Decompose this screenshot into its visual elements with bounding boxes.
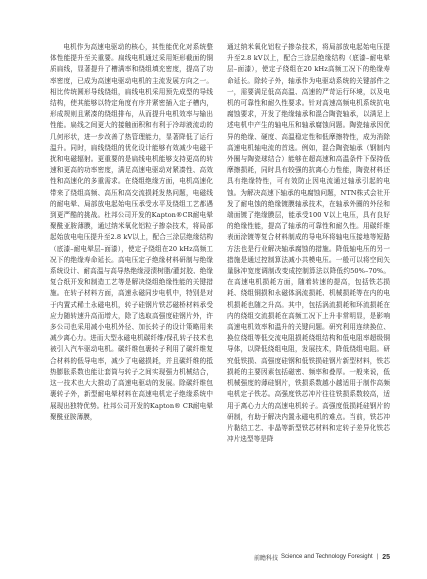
- footer-separator: |: [376, 554, 379, 560]
- body-columns: [50, 42, 390, 445]
- left-column: [50, 42, 213, 445]
- journal-name-cn: 前瞻科技: [254, 555, 279, 562]
- page-footer: [50, 551, 390, 563]
- body-paragraph: 电机作为高速电驱动的核心，其性能优化对系统整体性能提升至关重要。扁线电机通过采用矩形截面的铜质扁线，显著提升了槽满率和绕组填充密度，提高了功率密度，已成为高速电驱动电机的主流发展方向之一。相比传统圆形导线绕组，扁线电机采用预先成型的导线结构，使其能够以特定角度有序并紧密插入定子槽内，形成规则且紧凑的绕组排布，从而提升电机效率与输出性能。扁线之间更大的接触面积和有利于冷却液流动的几何形状，进一步改善了热管理能力，显著降低了运行温升。同时，扁线绕组的优化设计能够有效减少电磁干扰和电磁辐射。更重要的是扁线电机能够支持更高的转速和更高的功率密度，满足高速电驱动对紧凑性、高效性和高速化的多重需求。在绕组绝缘方面，电机高速化带来了绕组高频、高压和高交流损耗发热问题，电磁线的耐电晕、局部放电起始电压承受水平及绕组工艺都遇到更严酷的挑战。杜邦公司开发的Kapton®CR耐电晕聚酰亚胺薄膜，通过纳米氧化铝粒子掺杂技术，将局部起始放电电压提升至2.8 kV以上，配合三涂层绝缘结构（底漆–耐电晕层–面漆），使定子绕组在20 kHz高频工况下的绝缘寿命延长。高电压定子绝缘材料研制与绝缘系统设计、耐高温与高导热绝缘浸渍树脂/灌封胶、绝缘复合纸开发和制造工艺等是解决绕组绝缘性能的关键措施。在转子材料方面，高速永磁同步电机中，特别是对于内置式稀土永磁电机，转子硅钢片铁芯磁桥材料承受应力随转速升高而增大，除了选取高强度硅钢片外，许多公司也采用减小电机外径、加长转子的设计策略用来减少离心力。进而大型永磁电机碳纤维/保孔转子技术也被引入汽车驱动电机。碳纤维包裹转子利用了碳纤维复合材料的低导电率，减少了电磁损耗，并且碳纤维的抵热膨胀系数也能让套筒与转子之间实现强力机械结合，这一技术也大大推动了高速电驱动的发展。除碳纤维包裹转子外，新型耐电晕材料在高速电机定子绝缘系统中展现出独特优势。杜邦公司开发的Kapton® CR耐电晕聚酰亚胺薄膜，: [50, 43, 213, 421]
- body-paragraph: 通过纳米氧化铝粒子掺杂技术，将局部放电起始电压提升至2.8 kV以上，配合三涂层绝缘结构（底漆–耐电晕层–面漆），使定子绕组在20 kHz高频工况下的绝缘寿命延长。除转子外，轴承作为电驱动系统的关键部件之一，需要满足低高高温、高速的严苛运行环境，以及电机的可靠性和耐久性要求。针对高速高频电机系统抗电腐蚀要求，开发了绝缘轴承和混合陶瓷轴承，以满足上述电机中产生的轴电压和轴承腐蚀问题。陶瓷轴承因优异的绝缘、硬度、高温稳定性和低摩擦特性，成为消除高速电机轴电流的首选。例如，混合陶瓷轴承（钢制内外圈与陶瓷球结合）能够在超高速和高温条件下保持低摩擦损耗，同时具有较强的抗离心力性能，陶瓷材料还具有绝缘特性，可有效防止因电流通过轴承引起的电蚀。为解决高速下轴承的电腐蚀问题，NTN株式会社开发了耐电蚀的绝缘镀膜轴承技术，在轴承外圈的外径和端面镀了绝缘膜层，能承受100 V以上电压，具有良好的绝缘性能，提高了轴承的可靠性和耐久性。用碳纤维表面涂镀等复合材料制成的导电环将轴电压接地等短路方法也是行业解决轴承腐蚀的措施。降低轴电压的另一措施是通过控制算法减小共模电压。一般可以将空间矢量脉冲宽度调制改变成控制算法以降低约50%–70%。在高速电机损耗方面，随着转速的提高，包括铁芯损耗、绕组铜损和永磁体涡流损耗、机械损耗等在内的电机损耗也随之升高。其中，包括涡流损耗和环流损耗在内的绕组交流损耗在高频工况下上升非常明显，是影响高速电机效率和温升的关键问题。研究利用连续换位、换位绕组等低交流电阻损耗绕组结构和低电阻率超级铜导体，以降低绕组电阻，发展技术，降低绕组电阻。研究低铁损、高强度硅钢和低铁损硅钢片新型材料，铁芯损耗的主要因素包括磁密、频率和叠厚。一般来说，低机械强度的薄硅钢片，铁损系数越小越适用于制作高频电机定子铁芯。高强度铁芯冲片往往铁损系数较高，适用于离心力大的高速电机转子。高强度低损耗硅钢片的研制，有助于解决内置永磁电机的难点。当前，铁芯冲片黏结工艺、非晶等新型铁芯材料和定转子差异化铁芯冲片选型等是降: [227, 43, 390, 444]
- page-number: 25: [382, 553, 390, 561]
- journal-name-en: Science and Technology Foresight: [281, 554, 373, 560]
- right-column: [227, 42, 390, 445]
